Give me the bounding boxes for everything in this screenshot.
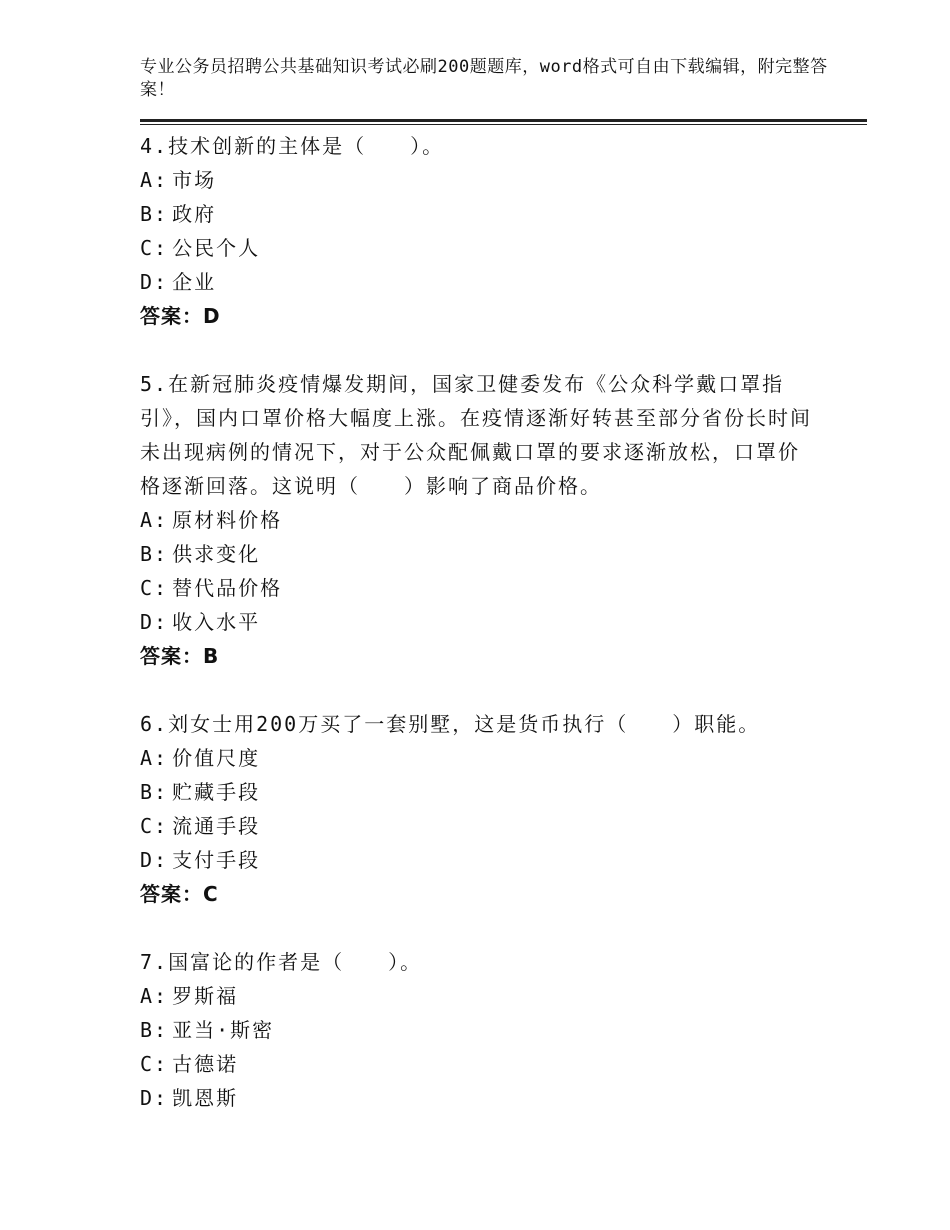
answer-label: 答案：D xyxy=(140,304,221,328)
question-7 xyxy=(140,945,820,1115)
option-letter: B: xyxy=(140,1018,169,1042)
option-text: 供求变化 xyxy=(172,542,261,566)
option-c xyxy=(140,809,820,843)
question-stem: 7.国富论的作者是（ ）。 xyxy=(140,950,423,974)
option-a xyxy=(140,979,820,1013)
option-letter: A: xyxy=(140,746,169,770)
header-divider-thin xyxy=(140,124,867,125)
option-letter: A: xyxy=(140,984,169,1008)
option-c xyxy=(140,1047,820,1081)
option-letter: A: xyxy=(140,508,169,532)
page-header: 专业公务员招聘公共基础知识考试必刷200题题库，word格式可自由下载编辑，附完整答案！ xyxy=(140,57,828,100)
option-b xyxy=(140,537,820,571)
option-text: 政府 xyxy=(172,202,217,226)
option-text: 原材料价格 xyxy=(172,508,283,532)
option-text: 价值尺度 xyxy=(172,746,261,770)
option-letter: C: xyxy=(140,814,169,838)
option-letter: B: xyxy=(140,202,169,226)
option-d xyxy=(140,265,820,299)
option-text: 流通手段 xyxy=(172,814,261,838)
option-text: 市场 xyxy=(172,168,217,192)
question-stem: 6.刘女士用200万买了一套别墅，这是货币执行（ ）职能。 xyxy=(140,712,761,736)
option-letter: B: xyxy=(140,780,169,804)
question-stem: 4.技术创新的主体是（ ）。 xyxy=(140,134,445,158)
option-letter: D: xyxy=(140,848,169,872)
option-d xyxy=(140,843,820,877)
option-text: 凯恩斯 xyxy=(172,1086,239,1110)
option-letter: D: xyxy=(140,270,169,294)
option-text: 贮藏手段 xyxy=(172,780,261,804)
question-list xyxy=(140,129,820,1149)
option-c xyxy=(140,571,820,605)
option-d xyxy=(140,605,820,639)
question-stem: 5.在新冠肺炎疫情爆发期间，国家卫健委发布《公众科学戴口罩指引》，国内口罩价格大幅度上涨。在疫情逐渐好转甚至部分省份长时间未出现病例的情况下，对于公众配佩戴口罩的要求逐渐放松，口罩价格逐渐回落。这说明（ ）影响了商品价格。 xyxy=(140,372,812,498)
option-letter: A: xyxy=(140,168,169,192)
option-letter: B: xyxy=(140,542,169,566)
option-text: 公民个人 xyxy=(172,236,261,260)
option-text: 企业 xyxy=(172,270,217,294)
option-b xyxy=(140,775,820,809)
option-a xyxy=(140,163,820,197)
option-letter: C: xyxy=(140,1052,169,1076)
option-c xyxy=(140,231,820,265)
question-6 xyxy=(140,707,820,911)
option-text: 支付手段 xyxy=(172,848,261,872)
option-text: 收入水平 xyxy=(172,610,261,634)
answer-label: 答案：C xyxy=(140,882,219,906)
option-letter: C: xyxy=(140,236,169,260)
option-letter: D: xyxy=(140,610,169,634)
option-letter: D: xyxy=(140,1086,169,1110)
option-text: 亚当·斯密 xyxy=(172,1018,275,1042)
option-a xyxy=(140,503,820,537)
question-5 xyxy=(140,367,820,673)
option-b xyxy=(140,197,820,231)
option-a xyxy=(140,741,820,775)
option-text: 替代品价格 xyxy=(172,576,283,600)
option-text: 罗斯福 xyxy=(172,984,239,1008)
option-b xyxy=(140,1013,820,1047)
option-letter: C: xyxy=(140,576,169,600)
option-d xyxy=(140,1081,820,1115)
question-4 xyxy=(140,129,820,333)
answer-label: 答案：B xyxy=(140,644,220,668)
header-divider-thick xyxy=(140,119,867,122)
option-text: 古德诺 xyxy=(172,1052,239,1076)
